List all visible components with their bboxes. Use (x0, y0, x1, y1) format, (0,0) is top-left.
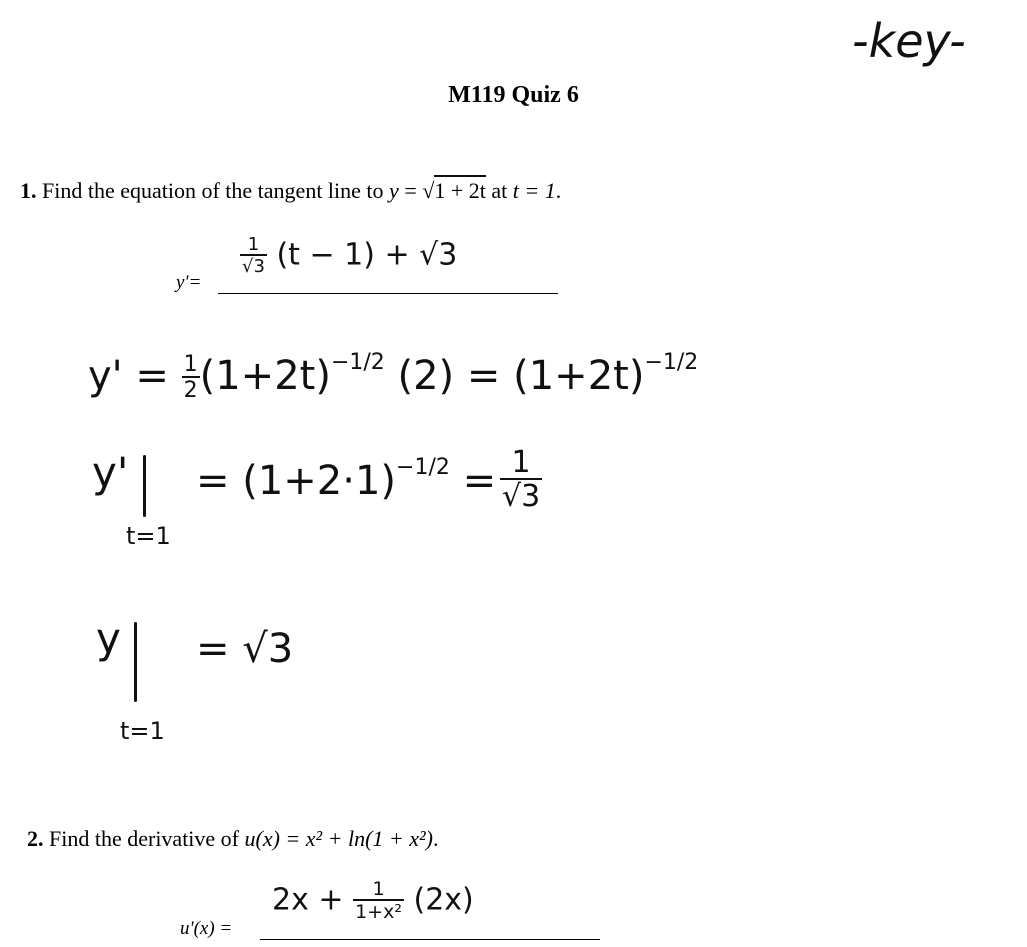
work-line-3: = √3 (196, 626, 294, 672)
question-prompt: Find the equation of the tangent line to (42, 178, 384, 203)
work-line-3-sub: t=1 (120, 717, 165, 745)
question-prompt: Find the derivative of (49, 826, 240, 851)
work-line-2-sub: t=1 (126, 522, 171, 550)
work-line-2-lhs: y' (92, 448, 129, 497)
evaluation-bar (143, 455, 146, 517)
answer-line (260, 939, 600, 940)
question-number: 1 (20, 178, 31, 203)
q1-answer: $\frac{1}{√3}$ (t − 1) + √3 (242, 234, 458, 277)
work-line-2-result: $\frac{1}{√3}$ (502, 445, 541, 514)
question-1: 1. Find the equation of the tangent line to y = √1 + 2t at t = 1. (20, 178, 561, 204)
q2-answer: 2x + $\frac{1}{\text{1+x²}}$ (2x) (272, 878, 474, 923)
key-mark: -key- (852, 14, 966, 68)
answer-label: y'= (176, 272, 202, 293)
page-title: M119 Quiz 6 (448, 82, 579, 108)
question-2: 2. Find the derivative of u(x) = x² + ln(1 + x²). (27, 826, 439, 851)
work-line-1: y' = $\frac{1}{2}$ $(1+2t)^{-1/2}$ $(2) = (1+2t)^{-1/2}$ (88, 350, 699, 403)
answer-label: u'(x) = (180, 918, 233, 939)
answer-line (218, 293, 558, 294)
evaluation-bar (134, 622, 137, 702)
question-number: 2 (27, 826, 38, 851)
work-line-3-lhs: y (96, 614, 121, 663)
work-line-2: = $(1+2\cdot 1)^{-1/2}$ = (196, 455, 497, 504)
